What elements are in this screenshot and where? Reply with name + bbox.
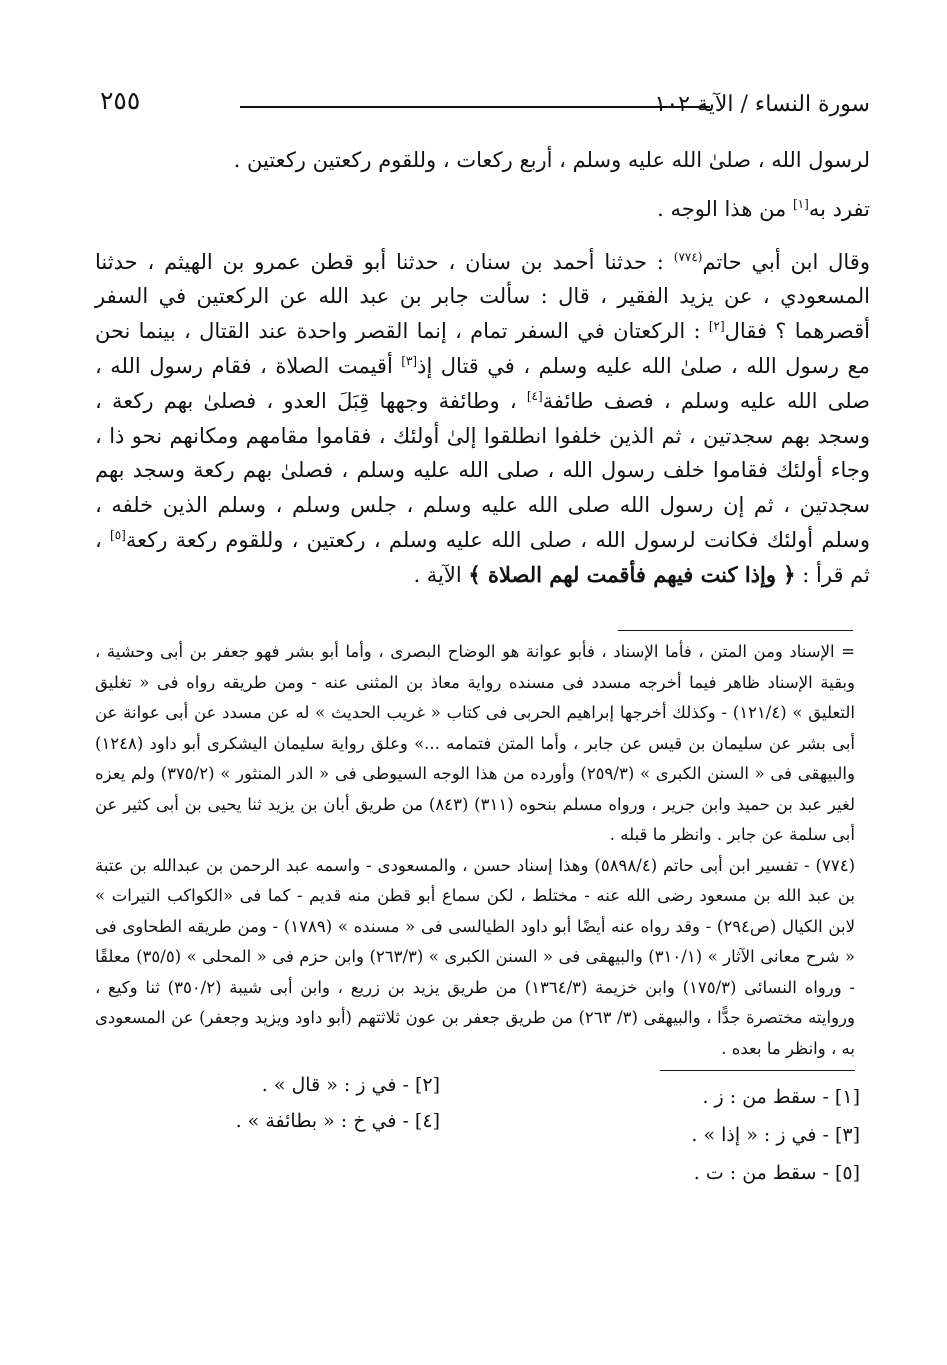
footnote-ref-774[interactable]: (٧٧٤) (673, 249, 703, 264)
paragraph-3 (95, 245, 870, 593)
paragraph-3-text-c: : الركعتان في السفر تمام ، إنما القصر واحدة عند القتال ، بينما نحن مع رسول الله ، صلىٰ الله عليه وسلم ، في قتال إذ (95, 319, 870, 378)
paragraph-3-text-f: ، ثم قرأ : (95, 527, 870, 587)
paragraph-2 (95, 192, 870, 227)
paragraph-2-text-a: تفرد به (808, 196, 870, 221)
quran-verse: ﴿ وإذا كنت فيهم فأقمت لهم الصلاة ﴾ (468, 561, 796, 587)
main-text (95, 143, 870, 593)
variant-note-1: [١] - سقط من : ز . (702, 1086, 860, 1108)
surah-title: سورة النساء / الآية ١٠٢ (654, 92, 870, 117)
variant-note-3: [٣] - في ز : « إذا » . (691, 1124, 860, 1146)
variant-note-5: [٥] - سقط من : ت . (693, 1162, 860, 1184)
note-ref-3[interactable]: [٣] (401, 353, 418, 368)
paragraph-3-text-a: وقال ابن أبي حاتم (702, 249, 870, 274)
header-rule (240, 106, 710, 108)
note-ref-5[interactable]: [٥] (110, 527, 126, 542)
paragraph-1: لرسول الله ، صلىٰ الله عليه وسلم ، أربع ركعات ، وللقوم ركعتين ركعتين . (233, 148, 870, 172)
page-number: ٢٥٥ (100, 86, 141, 115)
footnote-rule (618, 630, 853, 631)
paragraph-2-text-b: من هذا الوجه . (657, 196, 793, 221)
variant-note-2: [٢] - في ز : « قال » . (261, 1074, 440, 1096)
footnotes (95, 637, 855, 1064)
footnote-774: (٧٧٤) - تفسير ابن أبى حاتم (٥٨٩٨/٤) وهذا إسناد حسن ، والمسعودى - واسمه عبد الرحمن بن عبدالله بن عتبة بن عبد الله بن مسعود رضى الله عنه - مختلط ، لكن سماع أبو قطن منه قديم - كما فى «الكواكب النيرات » لابن الكيال (ص٢٩٤) - وقد رواه عنه أيضًا أبو داود الطيالسى فى « مسنده » (١٧٨٩) - ومن طريقه الطحاوى فى « شرح معانى الآثار » (٣١٠/١) والبيهقى فى « السنن الكبرى » (٢٦٣/٣) وابن حزم فى « المحلى » (٣٥/٥) معلقًا - ورواه النسائى (١٧٥/٣) وابن خزيمة (١٣٦٤/٣) من طريق يزيد بن زريع ، وابن أبى شيبة (٣٥٠/٢) ثنا وكيع ، وروايته مختصرة جدًّا ، والبيهقى (٣/ ٢٦٣) من طريق جعفر بن عون ثلاثتهم (أبو داود ويزيد وجعفر) عن المسعودى به ، وانظر ما بعده . (95, 855, 856, 1058)
note-ref-4[interactable]: [٤] (526, 388, 543, 403)
paragraph-3-text-e: ، وطائفة وجهها قِبَلَ العدو ، فصلىٰ بهم ركعة ، وسجد بهم سجدتين ، ثم الذين خلفوا انطلقوا إلىٰ أولئك ، فقاموا مقامهم ومكانهم نحو ذا ، وجاء أولئك فقاموا خلف رسول الله ، صلى الله عليه وسلم ، فصلىٰ بهم ركعة وسجد بهم سجدتين ، ثم إن رسول الله صلى الله عليه وسلم ، جلس وسلم ، وسلم الذين خلفه ، وسلم أولئك فكانت لرسول الله ، صلى الله عليه وسلم ، ركعتين ، وللقوم ركعة ركعة (95, 388, 871, 552)
paragraph-3-text-b: : حدثنا أحمد بن سنان ، حدثنا أبو قطن عمرو بن الهيثم ، حدثنا المسعودي ، عن يزيد الفقير ، قال : سألت جابر بن عبد الله عن الركعتين في السفر أقصرهما ؟ فقال (95, 249, 870, 344)
note-ref-2[interactable]: [٢] (708, 319, 725, 334)
paragraph-3-text-g: الآية . (413, 562, 469, 587)
notes-rule (660, 1070, 855, 1071)
footnote-continued: = الإسناد ومن المتن ، فأما الإسناد ، فأبو عوانة هو الوضاح البصرى ، وأما أبو بشر فهو جعفر بن أبى وحشية ، وبقية الإسناد ظاهر فيما أخرجه مسدد فى مسنده رواية معاذ بن المثنى عنه - ومن طريقه رواه فى « تغليق التعليق » (١٢١/٤) - وكذلك أخرجها إبراهيم الحربى فى كتاب « غريب الحديث » له عن مسدد عن أبى عوانة عن أبى بشر عن سليمان بن قيس عن جابر ، وأما المتن فتمامه ...» وعلق رواية سليمان اليشكرى أبو داود (١٢٤٨) والبيهقى فى « السنن الكبرى » (٢٥٩/٣) وأورده من هذا الوجه السيوطى فى « الدر المنثور » (٣٧٥/٢) ولم يعزه لغير عبد بن حميد وابن جرير ، ورواه مسلم بنحوه (٣١١) (٨٤٣) من طريق أبان بن يزيد ثنا يحيى بن أبى كثير عن أبى سلمة عن جابر . وانظر ما قبله . (95, 642, 855, 844)
variant-note-4: [٤] - في خ : « بطائفة » . (235, 1110, 440, 1132)
note-ref-1[interactable]: [١] (792, 196, 809, 211)
paragraph-3-text-d: أقيمت الصلاة ، فقام رسول الله ، صلى الله عليه وسلم ، فصف طائفة (95, 353, 870, 413)
running-header (90, 84, 870, 128)
